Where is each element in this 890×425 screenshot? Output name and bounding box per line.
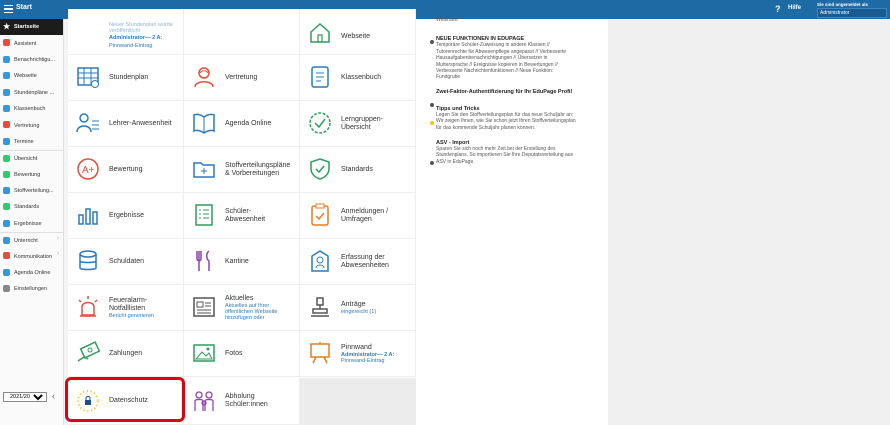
- login-label: Sie sind angemeldet als: [817, 2, 869, 7]
- tile-empty-top: [184, 9, 300, 55]
- sidebar-item-label: Termine: [14, 138, 34, 145]
- photo-icon: [192, 341, 216, 365]
- sidebar-item-icon: [3, 203, 10, 210]
- sidebar-item-label: Standards: [14, 204, 40, 211]
- svg-text:A+: A+: [82, 165, 95, 176]
- tile-erfassung-abwesenheiten[interactable]: Erfassung der Abwesenheiten: [300, 239, 416, 285]
- sidebar-item-label: Kommunikation: [14, 253, 52, 260]
- tile-ergebnisse[interactable]: Ergebnisse: [68, 193, 184, 239]
- person-badge-icon: [308, 249, 332, 273]
- sidebar-item[interactable]: [0, 248, 63, 264]
- sidebar-item[interactable]: [0, 265, 63, 281]
- bullet-icon: [430, 161, 434, 165]
- payment-hand-icon: [76, 341, 100, 365]
- sidebar-item-icon: [3, 72, 10, 79]
- database-icon: [76, 249, 100, 273]
- sidebar-item-label: Unterricht: [14, 237, 38, 244]
- bullet-icon: [430, 103, 434, 107]
- shield-check-icon: [308, 157, 332, 181]
- page-title: Start: [16, 4, 32, 11]
- sidebar-item[interactable]: [0, 68, 63, 84]
- sidebar-item[interactable]: [0, 101, 63, 117]
- stamp-icon: [308, 295, 332, 319]
- classbook-icon: [308, 65, 332, 89]
- absence-list-icon: [192, 203, 216, 227]
- login-box[interactable]: [817, 2, 887, 18]
- tile-bewertung[interactable]: A+ Bewertung: [68, 147, 184, 193]
- lightbulb-icon: [430, 121, 434, 125]
- news-line: Stundenplans. So importieren Sie Ihre Deputatsverteilung aus: [436, 152, 574, 159]
- sidebar-item-label: Startseite: [14, 24, 40, 31]
- sidebar-item-label: Klassenbuch: [14, 106, 46, 113]
- tile-stundenplan[interactable]: Stundenplan: [68, 55, 184, 101]
- sidebar-item-icon: [3, 252, 10, 259]
- news-line: für das kommende Schuljahr planen können.: [436, 124, 536, 131]
- grade-a-plus-icon: [76, 157, 100, 181]
- substitute-person-icon: [192, 65, 216, 89]
- sidebar-item[interactable]: [0, 35, 63, 51]
- sidebar-item-label: Ergebnisse: [14, 220, 42, 227]
- sidebar-item-icon: ★: [3, 22, 11, 31]
- family-icon: [192, 389, 216, 413]
- bullet-icon: [430, 40, 434, 44]
- tile-lerngruppen[interactable]: Lerngruppen- Übersicht: [300, 101, 416, 147]
- tile-standards[interactable]: Standards: [300, 147, 416, 193]
- news-line: Legen Sie den Stoffverteilungsplan für das neue Schuljahr an:: [436, 111, 574, 118]
- news-heading-1: NEUE FUNKTIONEN IN EDUPAGE: [436, 36, 525, 43]
- newspaper-icon: [192, 295, 216, 319]
- tile-vertretung[interactable]: Vertretung: [184, 55, 300, 101]
- timetable-icon: [76, 65, 100, 89]
- year-select[interactable]: [3, 392, 47, 402]
- chevron-right-icon: ›: [57, 236, 59, 243]
- sidebar-item[interactable]: [0, 232, 63, 248]
- sidebar-item-icon: [3, 105, 10, 112]
- sidebar-item-icon: [3, 285, 10, 292]
- news-line: ASV in EduPage.: [436, 158, 475, 165]
- tile-webseite[interactable]: Webseite: [300, 9, 416, 55]
- sidebar-item[interactable]: [0, 199, 63, 215]
- tile-abholung[interactable]: Abholung Schüler:innen: [184, 377, 300, 425]
- menu-icon[interactable]: [4, 5, 13, 13]
- sidebar-item[interactable]: [0, 52, 63, 68]
- news-line: Verbesserte Nachrichtenfunktionen // Neue Funktion:: [436, 68, 554, 75]
- teacher-attendance-icon: [76, 111, 100, 135]
- tile-lehrer-anwesenheit[interactable]: Lehrer-Anwesenheit: [68, 101, 184, 147]
- tile-schuldaten[interactable]: Schuldaten: [68, 239, 184, 285]
- news-line: Temporäre Schüler-Zuweisung in andere Klassen //: [436, 42, 550, 49]
- sidebar-item-icon: [3, 56, 10, 63]
- sidebar-item[interactable]: [0, 281, 63, 297]
- sidebar-item[interactable]: [0, 85, 63, 101]
- highlight-frame: [65, 377, 185, 422]
- help-icon[interactable]: ?: [775, 4, 781, 14]
- survey-clipboard-icon: [308, 203, 332, 227]
- sidebar-item[interactable]: [0, 183, 63, 199]
- tile-datenschutz[interactable]: Datenschutz: [68, 377, 184, 425]
- badge-check-icon: [308, 111, 332, 135]
- news-line: Muttersprache // Ereignisse kopieren in Bewertungen //: [436, 61, 558, 68]
- sidebar-item-icon: [3, 138, 10, 145]
- news-panel: [416, 19, 608, 425]
- tile-grid: [68, 19, 416, 425]
- tile-pinnwand[interactable]: Pinnwand Administrator— 2 A: Pinnwand-Eintrag: [300, 331, 416, 377]
- news-top-text: Webinare!: [436, 17, 459, 23]
- news-body-4: [436, 146, 608, 165]
- sidebar-item-label: Einstellungen: [14, 286, 48, 293]
- sidebar-item[interactable]: [0, 19, 63, 35]
- sidebar-item-icon: [3, 155, 10, 162]
- news-line: Wir zeigen Ihnen, wie Sie schon jetzt Ihren Stoffverteilungsplan: [436, 118, 576, 125]
- news-body-3: [436, 112, 608, 131]
- sidebar-item-label: Agenda Online: [14, 270, 51, 277]
- collapse-sidebar-icon[interactable]: ‹: [52, 391, 55, 401]
- news-line: Sparen Sie sich noch mehr Zeit bei der Erstellung des: [436, 146, 556, 153]
- sidebar-item-label: Benachrichtigu...: [14, 56, 55, 63]
- tile-pinnwand-top[interactable]: Neuer Stundenplan wurde veröffentlicht Administrator— 2 A: Pinnwand-Eintrag: [68, 9, 184, 55]
- news-heading-2[interactable]: Zwei-Faktor-Authentifizierung für Ihr EduPage Profil: [436, 88, 572, 95]
- tile-schueler-abwesenheit[interactable]: Schüler- Abwesenheit: [184, 193, 300, 239]
- feuer-link[interactable]: Bericht generieren: [109, 312, 154, 319]
- tile-klassenbuch[interactable]: Klassenbuch: [300, 55, 416, 101]
- tile-anmeldungen[interactable]: Anmeldungen / Umfragen: [300, 193, 416, 239]
- right-empty-area: [608, 19, 890, 425]
- help-link[interactable]: Hilfe: [788, 5, 802, 11]
- sidebar-item-label: Webseite: [14, 73, 37, 80]
- sidebar-item[interactable]: [0, 134, 63, 150]
- sidebar-item-icon: [3, 89, 10, 96]
- tile-fotos[interactable]: Fotos: [184, 331, 300, 377]
- open-book-icon: [192, 111, 216, 135]
- login-user-select[interactable]: Administrator: [817, 8, 887, 18]
- empty-tile: [300, 378, 416, 425]
- easel-board-icon: [308, 341, 332, 365]
- alarm-light-icon: [76, 295, 100, 319]
- chevron-right-icon: ›: [57, 251, 59, 258]
- sidebar-item-label: Stoffverteilung...: [14, 188, 54, 195]
- news-line: Tutorenrechte für Abwesenpflege angepasst // Verbesserte: [436, 48, 567, 55]
- sidebar-item-icon: [3, 237, 10, 244]
- sidebar: [0, 19, 64, 425]
- sidebar-item-icon: [3, 187, 10, 194]
- tile-kantine[interactable]: Kantine: [184, 239, 300, 285]
- tile-antraege[interactable]: Anträge eingereicht (1): [300, 285, 416, 331]
- news-heading-4: ASV - Import: [436, 140, 470, 147]
- news-body-1: [436, 42, 608, 80]
- sidebar-item[interactable]: [0, 117, 63, 133]
- news-line: Fundgrube: [436, 74, 461, 81]
- sidebar-item-label: Bewertung: [14, 171, 41, 178]
- sidebar-item-icon: [3, 121, 10, 128]
- sidebar-item[interactable]: [0, 167, 63, 183]
- sidebar-item-icon: [3, 171, 10, 178]
- folder-plan-icon: [192, 157, 216, 181]
- sidebar-item-label: Stundenpläne ...: [14, 89, 55, 96]
- tile-stoffverteilung[interactable]: Stoffverteilungspläne & Vorbereitungen: [184, 147, 300, 193]
- sidebar-item[interactable]: [0, 216, 63, 232]
- tile-agenda-online[interactable]: Agenda Online: [184, 101, 300, 147]
- news-heading-3: Tipps und Tricks: [436, 105, 480, 112]
- bar-chart-icon: [76, 203, 100, 227]
- tile-feueralarm[interactable]: Feueralarm- Notfalllisten Bericht generieren: [68, 285, 184, 331]
- tile-aktuelles[interactable]: Aktuelles Aktuelles auf Ihrer öffentlichen Webseite hinzufügen oder: [184, 285, 300, 331]
- house-icon: [308, 21, 332, 45]
- tile-zahlungen[interactable]: Zahlungen: [68, 331, 184, 377]
- sidebar-item-icon: [3, 269, 10, 276]
- cutlery-icon: [192, 249, 216, 273]
- news-line: Hausaufgabenbenachrichtigungen // Übersetzer in: [436, 55, 548, 62]
- sidebar-item-icon: [3, 220, 10, 227]
- sidebar-item[interactable]: [0, 150, 63, 166]
- sidebar-item-label: Vertretung: [14, 122, 40, 129]
- sidebar-item-label: Übersicht: [14, 155, 38, 162]
- sidebar-item-label: Assistent: [14, 40, 37, 47]
- sidebar-item-icon: [3, 39, 10, 46]
